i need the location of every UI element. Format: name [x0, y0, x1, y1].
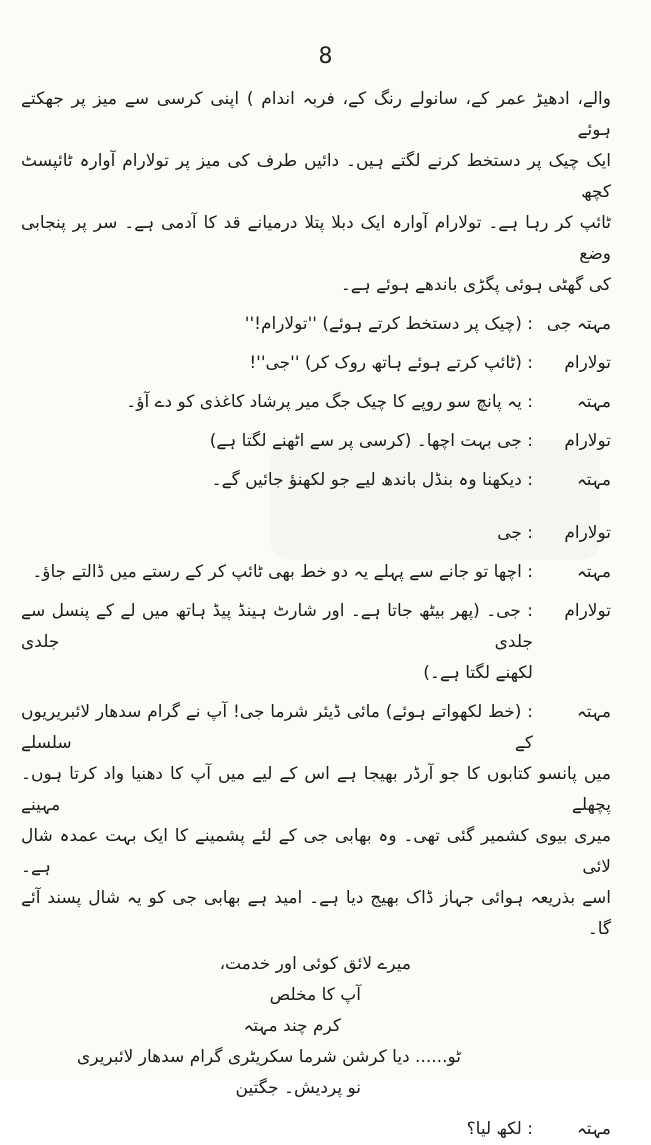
intro-line: ایک چیک پر دستخط کرنے لگتے ہیں۔ دائیں طرف کی میز پر تولارام آوارہ ٹائپسٹ کچھ: [21, 151, 611, 202]
speaker-name: مہتہ: [576, 1119, 611, 1139]
dialogue-line: : دیکھنا وہ بنڈل باندھ لیے جو لکھنؤ جائیں گے۔: [211, 470, 533, 490]
dialogue-line: : اچھا تو جانے سے پہلے یہ دو خط بھی ٹائپ کر کے رستے میں ڈالتے جاؤ۔: [32, 562, 533, 582]
dialogue-entry: [21, 518, 611, 549]
dialogue-line: : (خط لکھواتے ہوئے) مائی ڈیئر شرما جی! آپ نے گرام سدھار لائبریریوں کے سلسلے: [21, 702, 533, 753]
dialogue-entry: [21, 387, 611, 418]
dialogue-entry: [21, 426, 611, 457]
speaker-name: تولارام: [564, 431, 611, 451]
dialogue-entry: [21, 348, 611, 379]
intro-line: ٹائپ کر رہا ہے۔ تولارام آوارہ ایک دبلا پتلا درمیانے قد کا آدمی ہے۔ سر پر پنجابی وضع: [21, 213, 611, 264]
dialogue-line: : (چیک پر دستخط کرتے ہوئے) ''تولارام!'': [244, 314, 533, 334]
letter-line: میں پانسو کتابوں کا جو آرڈر بھیجا ہے اس کے لیے میں آپ کا دھنیا واد کرتا ہوں۔ پچھلے مہینے: [21, 764, 611, 815]
speaker-name: مہتہ: [576, 702, 611, 722]
dialogue-line: : جی بہت اچھا۔ (کرسی پر سے اٹھنے لگتا ہے): [209, 431, 533, 451]
dialogue-line: لکھنے لگتا ہے۔): [423, 663, 533, 683]
speaker-name: تولارام: [564, 601, 611, 621]
dialogue-line: : (ٹائپ کرتے ہوئے ہاتھ روک کر) ''جی''!: [249, 353, 533, 373]
dialogue-entry: [21, 697, 611, 759]
letter-line: اسے بذریعہ ہوائی جہاز ڈاک بھیج دیا ہے۔ امید ہے بھابی جی کو یہ شال پسند آئے گا۔: [21, 888, 611, 939]
dialogue-entry: [21, 309, 611, 340]
letter-closing: میرے لائق کوئی اور خدمت،: [219, 954, 411, 974]
dialogue-entry: [21, 1114, 611, 1145]
intro-line: والے، ادھیڑ عمر کے، سانولے رنگ کے، فربہ اندام ) اپنی کرسی سے میز پر جھکتے ہوئے: [21, 89, 611, 140]
dialogue-entry: [21, 465, 611, 496]
play-text: [21, 84, 611, 1145]
letter-line: میری بیوی کشمیر گئی تھی۔ وہ بھابی جی کے لئے پشمینے کا ایک بہت عمدہ شال لائی ہے۔: [21, 826, 611, 877]
speaker-name: مہتہ: [576, 392, 611, 412]
page-number: 8: [318, 44, 333, 69]
speaker-name: مہتہ جی: [546, 314, 611, 334]
dialogue-line: : یہ پانچ سو روپے کا چیک جگ میر پرشاد کاغذی کو دے آؤ۔: [126, 392, 533, 412]
dialogue-line: : جی۔ (پھر بیٹھ جاتا ہے۔ اور شارٹ ہینڈ پیڈ ہاتھ میں لے کے پنسل سے جلدی جلدی: [21, 601, 533, 652]
letter-signature: کرم چند مہتہ: [243, 1016, 341, 1036]
dialogue-entry: [21, 557, 611, 588]
letter-closing-block: [21, 949, 611, 1104]
speaker-name: تولارام: [564, 353, 611, 373]
intro-line: کی گھٹی ہوئی پگڑی باندھے ہوئے ہے۔: [340, 275, 611, 295]
speaker-name: مہتہ: [576, 562, 611, 582]
letter-sign-off: آپ کا مخلص: [269, 985, 361, 1005]
dialogue-entry: [21, 596, 611, 689]
dialogue-line: : لکھ لیا؟: [466, 1119, 533, 1139]
speaker-name: مہتہ: [576, 470, 611, 490]
letter-address-place: نو پردیش۔ جگتین: [235, 1078, 361, 1098]
letter-address-to: ٹو...... دیا کرشن شرما سکریٹری گرام سدھار لائبریری: [77, 1047, 461, 1067]
speaker-name: تولارام: [564, 523, 611, 543]
dialogue-line: : جی: [497, 523, 533, 543]
